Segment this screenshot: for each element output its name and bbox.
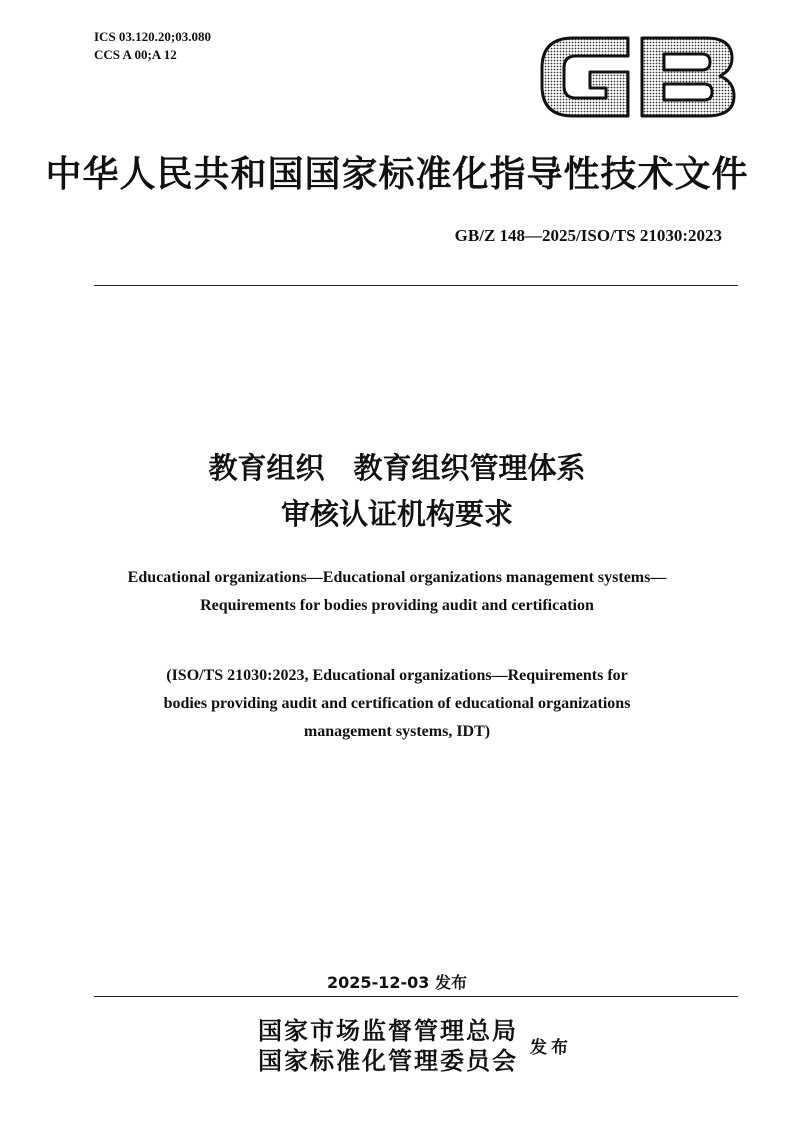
bottom-divider [94,996,738,997]
adoption-note [0,662,794,746]
chinese-title-line1: 教育组织 教育组织管理体系 [208,451,586,485]
issuing-organizations [258,1016,518,1076]
standard-number: GB/Z 148—2025/ISO/TS 21030:2023 [454,226,722,245]
gb-logo-icon [538,32,738,122]
adoption-note-line3: management systems, IDT) [303,723,491,740]
issuer-sac: 国家标准化管理委员会 [258,1046,518,1075]
ics-code: ICS 03.120.20;03.080 [94,29,212,44]
top-divider [94,285,738,286]
adoption-note-line1: (ISO/TS 21030:2023, Educational organizations—Requirements for [166,667,628,684]
english-title-line1: Educational organizations—Educational organizations management systems— [127,569,667,586]
release-date: 2025-12-03 发布 [327,973,467,992]
classification-codes [94,28,211,64]
issue-label: 发布 [530,1038,572,1058]
english-title-line2: Requirements for bodies providing audit and certification [200,597,594,614]
ccs-code: CCS A 00;A 12 [94,47,177,62]
document-type-title: 中华人民共和国国家标准化指导性技术文件 [45,154,749,195]
issuer-samr: 国家市场监督管理总局 [258,1016,518,1045]
adoption-note-line2: bodies providing audit and certification of educational organizations [163,695,631,712]
english-title [0,564,794,620]
chinese-title-line2: 审核认证机构要求 [280,497,513,531]
